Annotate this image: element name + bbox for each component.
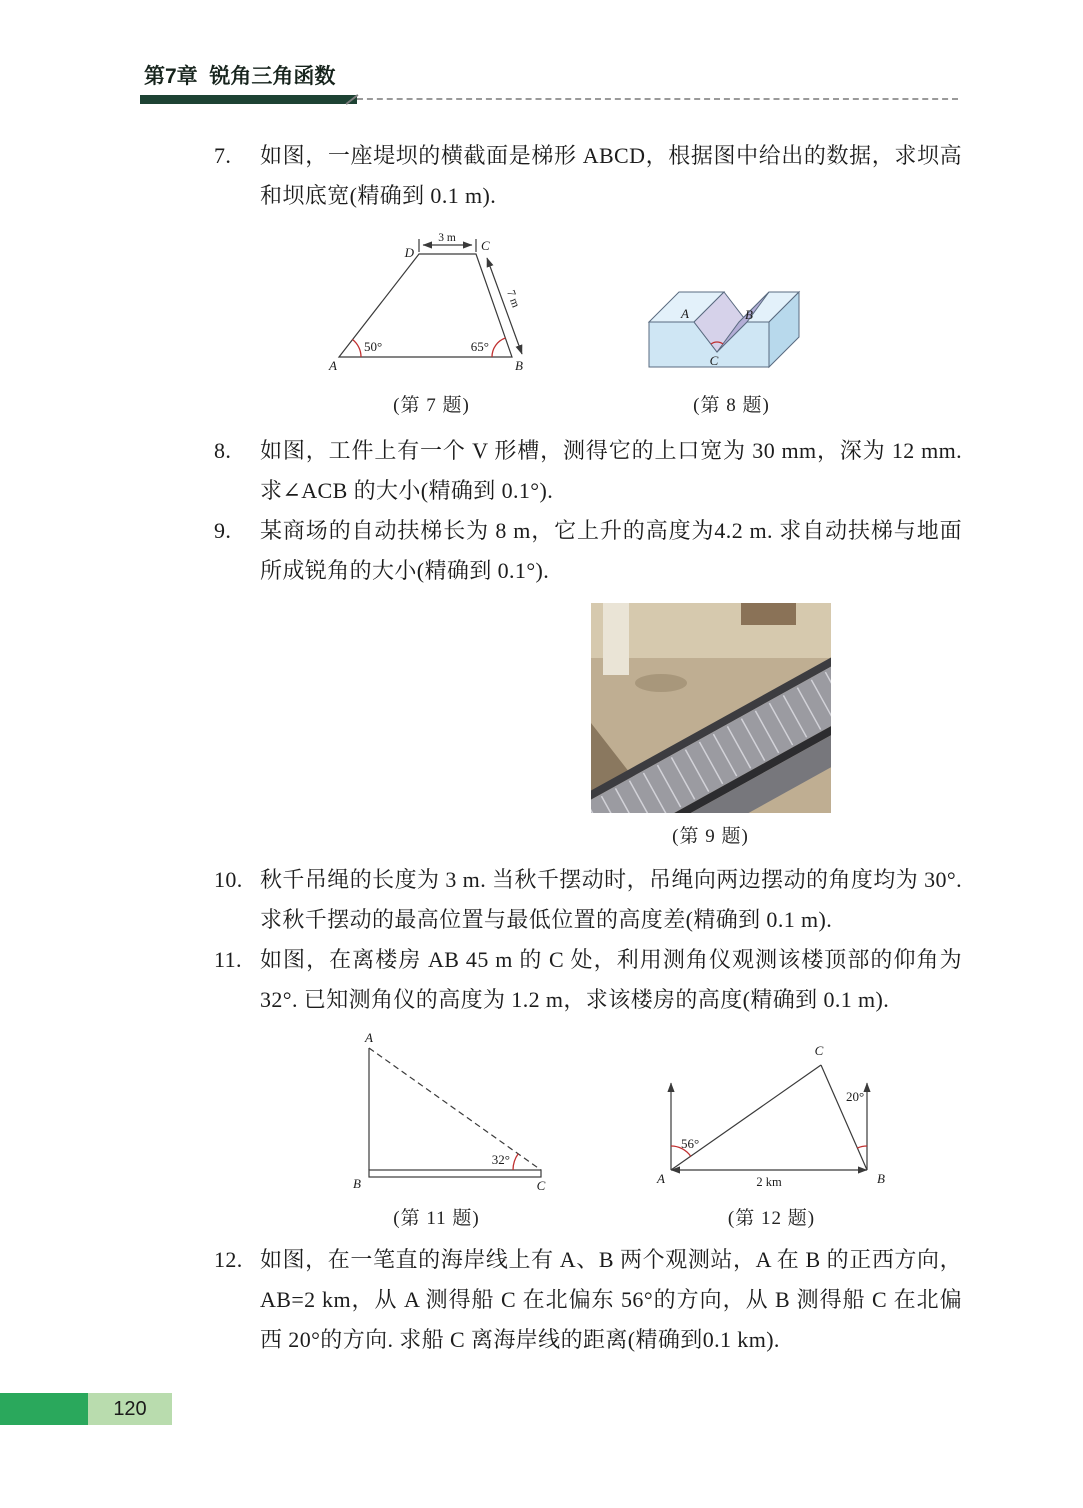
vertex-label-c: C [481, 238, 490, 253]
problem-text: 如图，在离楼房 AB 45 m 的 C 处，利用测角仪观测该楼顶部的仰角为 32°. 已知测角仪的高度为 1.2 m，求该楼房的高度(精确到 0.1 m). [260, 947, 962, 1012]
page-number-badge [88, 1393, 172, 1425]
figure-12-bearing-diagram [649, 1035, 894, 1230]
trapezoid-diagram [324, 232, 539, 382]
vertex-label-a: A [681, 306, 689, 321]
angle-arc-a [353, 340, 362, 358]
angle-label-a: 50° [364, 339, 383, 354]
figure-11-caption: (第 11 题) [393, 1208, 480, 1229]
problem-text: 某商场的自动扶梯长为 8 m，它上升的高度为4.2 m. 求自动扶梯与地面所成锐角的大小(精确到 0.1°). [260, 518, 962, 583]
escalator-photo [591, 603, 831, 813]
problem-7 [214, 136, 962, 216]
problem-number: 11. [214, 947, 242, 972]
problem-8 [214, 431, 962, 511]
header-dashed-rule [357, 98, 958, 100]
figure-12-caption: (第 12 题) [727, 1208, 816, 1229]
base-dimension-label: 2 km [756, 1175, 782, 1189]
problem-number: 8. [214, 438, 232, 463]
photo-storefront [741, 603, 796, 625]
vertex-label-b: B [745, 307, 753, 322]
vertex-label-b: B [353, 1176, 361, 1191]
vertex-label-a: A [329, 358, 337, 373]
angle-label-a: 56° [681, 1136, 700, 1151]
problem-11 [214, 940, 962, 1020]
figure-9-caption: (第 9 题) [672, 826, 749, 847]
vertex-label-a: A [365, 1030, 373, 1045]
page-number: 120 [113, 1397, 147, 1420]
problem-number: 10. [214, 867, 243, 892]
photo-floor-reflection [635, 674, 687, 692]
v-groove-diagram [639, 267, 824, 382]
problem-text: 秋千吊绳的长度为 3 m. 当秋千摆动时，吊绳向两边摆动的角度均为 30°. 求秋千摆动的最高位置与最低位置的高度差(精确到 0.1 m). [260, 867, 962, 932]
top-dimension-label: 3 m [438, 232, 456, 244]
problem-text: 如图，工件上有一个 V 形槽，测得它的上口宽为 30 mm，深为 12 mm. 求∠ACB 的大小(精确到 0.1°). [260, 438, 962, 503]
vertex-label-c: C [814, 1043, 824, 1058]
sight-line-ac [369, 1048, 541, 1170]
chapter-title: 第7章 锐角三角函数 [140, 60, 357, 104]
problem-number: 9. [214, 518, 232, 543]
chapter-header [140, 60, 958, 104]
figure-7-dam-trapezoid [324, 232, 539, 417]
vertex-label-c: C [536, 1178, 546, 1193]
problem-12 [214, 1240, 962, 1360]
problem-text: 如图，在一笔直的海岸线上有 A、B 两个观测站，A 在 B 的正西方向，AB=2 km，从 A 测得船 C 在北偏东 56°的方向，从 B 测得船 C 在北偏西 20°的方向. 求船 C 离海岸线的距离(精确到0.1 km). [260, 1247, 962, 1352]
side-dimension-label: 7 m [504, 288, 522, 310]
vertex-label-a: A [657, 1171, 665, 1186]
figure-7-caption: (第 7 题) [393, 395, 470, 416]
angle-arc-b [492, 338, 505, 357]
figure-row-11-12 [319, 1030, 962, 1230]
problems-content [214, 130, 962, 1360]
angle-label-b: 20° [846, 1089, 865, 1104]
angle-label-b: 65° [470, 339, 489, 354]
problem-text: 如图，一座堤坝的横截面是梯形 ABCD，根据图中给出的数据，求坝高和坝底宽(精确到 0.1 m). [260, 143, 962, 208]
elevation-angle-diagram [319, 1030, 554, 1195]
problem-number: 12. [214, 1247, 243, 1272]
vertex-label-b: B [515, 358, 523, 373]
photo-pillar [603, 603, 629, 675]
figure-8-caption: (第 8 题) [693, 395, 770, 416]
vertex-label-c: C [709, 353, 719, 368]
problem-9 [214, 511, 962, 591]
vertex-label-d: D [404, 245, 414, 260]
ground-bar [369, 1170, 541, 1177]
figure-9-escalator-photo [459, 603, 962, 848]
figure-8-v-groove-block [639, 267, 824, 417]
figure-row-7-8 [324, 232, 962, 417]
angle-label-c: 32° [491, 1152, 510, 1167]
bearing-diagram [649, 1035, 894, 1195]
sight-line-ac [671, 1065, 821, 1170]
figure-9-wrap [459, 603, 962, 848]
figure-11-building-triangle [319, 1030, 554, 1230]
footer-green-strip [0, 1393, 88, 1425]
sight-line-bc [821, 1065, 867, 1170]
problem-number: 7. [214, 143, 232, 168]
problem-10 [214, 860, 962, 940]
angle-arc-b [857, 1146, 867, 1148]
vertex-label-b: B [877, 1171, 885, 1186]
angle-arc-c [513, 1154, 518, 1170]
